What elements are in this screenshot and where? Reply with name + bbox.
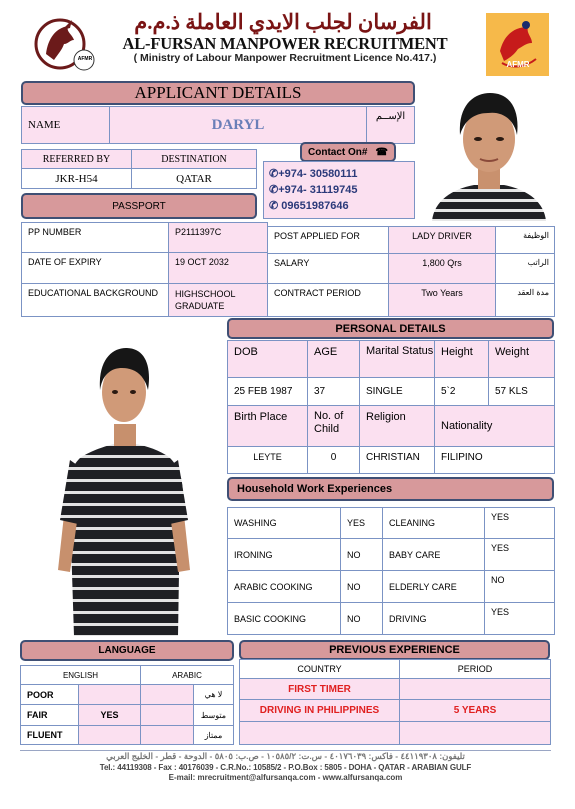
religion-value: CHRISTIAN xyxy=(359,446,435,474)
phone-number-1[interactable]: ✆+974- 30580111 xyxy=(269,168,358,180)
name-label: NAME xyxy=(21,106,110,144)
phone-icon: ☎ xyxy=(375,146,388,158)
salary-value: 1,800 Qrs xyxy=(388,253,496,284)
basic-cooking-label: BASIC COOKING xyxy=(227,602,341,635)
poor-label-arabic: لا هي xyxy=(193,684,234,705)
footer-contact-line: Tel.: 44119308 - Fax : 40176039 - C.R.No.: 10585/2 - P.O.Box : 5805 - DOHA - QATAR - ARABIAN GULF xyxy=(99,763,472,772)
fair-label: FAIR xyxy=(20,704,79,726)
experience-period-2: 5 YEARS xyxy=(399,699,551,722)
arabic-cooking-value: NO xyxy=(340,570,383,603)
applicant-full-body-photo xyxy=(56,340,192,636)
salary-label: SALARY xyxy=(267,253,389,284)
salary-label-arabic: الراتب xyxy=(495,253,555,284)
pp-number-value: P2111397C xyxy=(168,222,268,253)
cleaning-value: YES xyxy=(484,507,555,539)
poor-arabic-value xyxy=(140,684,194,705)
age-value: 37 xyxy=(307,377,360,406)
arabic-cooking-label: ARABIC COOKING xyxy=(227,570,341,603)
passport-title: PASSPORT xyxy=(21,193,257,219)
period-column-header: PERIOD xyxy=(399,659,551,679)
nationality-value: FILIPINO xyxy=(434,446,555,474)
destination-label: DESTINATION xyxy=(131,149,257,169)
experience-period-3 xyxy=(399,721,551,745)
header xyxy=(0,0,575,80)
post-applied-label: POST APPLIED FOR xyxy=(267,226,389,254)
destination-value: QATAR xyxy=(131,168,257,189)
basic-cooking-value: NO xyxy=(340,602,383,635)
fluent-label-arabic: ممتاز xyxy=(193,725,234,745)
experience-country-1: FIRST TIMER xyxy=(239,678,400,700)
phone-list xyxy=(263,161,415,219)
arabic-company-title: الفرسان لجلب الايدي العاملة ذ.م.م xyxy=(134,10,432,34)
dob-label: DOB xyxy=(227,340,308,378)
experience-country-3 xyxy=(239,721,400,745)
applicant-details-title: APPLICANT DETAILS xyxy=(21,81,415,105)
education-label: EDUCATIONAL BACKGROUND xyxy=(21,283,169,317)
english-column-header: ENGLISH xyxy=(20,665,141,685)
driving-label: DRIVING xyxy=(382,602,485,635)
education-value: HIGHSCHOOL GRADUATE xyxy=(168,283,268,317)
children-label: No. of Child xyxy=(307,405,360,447)
experience-period-1 xyxy=(399,678,551,700)
licence-text: ( Ministry of Labour Manpower Recruitment Licence No.417.) xyxy=(133,52,437,64)
referred-by-value: JKR-H54 xyxy=(21,168,132,189)
ironing-value: NO xyxy=(340,538,383,571)
fair-english-value: YES xyxy=(78,704,141,726)
dob-value: 25 FEB 1987 xyxy=(227,377,308,406)
phone-number-2[interactable]: ✆+974- 31119745 xyxy=(269,184,358,196)
company-name: AL-FURSAN MANPOWER RECRUITMENT xyxy=(122,34,448,53)
country-column-header: COUNTRY xyxy=(239,659,400,679)
fair-arabic-value xyxy=(140,704,194,726)
arabic-column-header: ARABIC xyxy=(140,665,234,685)
post-applied-value: LADY DRIVER xyxy=(388,226,496,254)
religion-label: Religion xyxy=(359,405,435,447)
baby-care-label: BABY CARE xyxy=(382,538,485,571)
full-body-image xyxy=(56,340,192,636)
washing-value: YES xyxy=(340,507,383,539)
experience-country-2: DRIVING IN PHILIPPINES xyxy=(239,699,400,722)
referred-by-label: REFERRED BY xyxy=(21,149,132,169)
previous-experience-title: PREVIOUS EXPERIENCE xyxy=(239,640,550,660)
contact-on-text: Contact On# xyxy=(308,146,368,158)
household-title: Household Work Experiences xyxy=(227,477,554,501)
applicant-portrait-photo xyxy=(422,83,555,221)
poor-label: POOR xyxy=(20,684,79,705)
weight-value: 57 KLS xyxy=(488,377,555,406)
logo-right-text: AFMR xyxy=(506,60,530,69)
age-label: AGE xyxy=(307,340,360,378)
washing-label: WASHING xyxy=(227,507,341,539)
marital-status-label: Marital Status xyxy=(359,340,435,378)
company-logo-left xyxy=(32,14,96,74)
contract-period-label: CONTRACT PERIOD xyxy=(267,283,389,317)
ironing-label: IRONING xyxy=(227,538,341,571)
fluent-english-value xyxy=(78,725,141,745)
contract-period-value: Two Years xyxy=(388,283,496,317)
marital-status-value: SINGLE xyxy=(359,377,435,406)
elderly-care-label: ELDERLY CARE xyxy=(382,570,485,603)
logo-left-text: AFMR xyxy=(77,56,93,62)
language-title: LANGUAGE xyxy=(20,640,234,661)
footer-arabic-line: تليفون: ٤٤١١٩٣٠٨ - فاكس: ٤٠١٧٦٠٣٩ - س.ت: ١٠٥٨٥/٢ - ص.ب: ٥٨٠٥ - الدوحة - قطر - الخليج العربي xyxy=(106,751,465,761)
post-applied-label-arabic: الوظيفة xyxy=(495,226,555,254)
children-value: 0 xyxy=(307,446,360,474)
contract-period-label-arabic: مدة العقد xyxy=(495,283,555,317)
poor-english-value xyxy=(78,684,141,705)
date-of-expiry-value: 19 OCT 2032 xyxy=(168,252,268,284)
contact-on-label xyxy=(300,142,396,162)
fair-label-arabic: متوسط xyxy=(193,704,234,726)
footer-email-line[interactable]: E-mail: mrecruitment@alfursanqa.com - www.alfursanqa.com xyxy=(168,773,403,782)
height-value: 5`2 xyxy=(434,377,489,406)
phone-number-3[interactable]: ✆ 09651987646 xyxy=(269,200,349,212)
name-label-arabic: الإســم xyxy=(366,106,415,144)
driving-value: YES xyxy=(484,602,555,635)
fluent-arabic-value xyxy=(140,725,194,745)
company-logo-right xyxy=(486,13,549,76)
fluent-label: FLUENT xyxy=(20,725,79,745)
nationality-label: Nationality xyxy=(434,405,555,447)
height-label: Height xyxy=(434,340,489,378)
horse-logo-icon xyxy=(32,14,96,74)
birth-place-label: Birth Place xyxy=(227,405,308,447)
pp-number-label: PP NUMBER xyxy=(21,222,169,253)
name-value: DARYL xyxy=(109,106,367,144)
cleaning-label: CLEANING xyxy=(382,507,485,539)
portrait-image xyxy=(422,83,555,221)
elderly-care-value: NO xyxy=(484,570,555,603)
date-of-expiry-label: DATE OF EXPIRY xyxy=(21,252,169,284)
weight-label: Weight xyxy=(488,340,555,378)
baby-care-value: YES xyxy=(484,538,555,571)
personal-details-title: PERSONAL DETAILS xyxy=(227,318,554,339)
birth-place-value: LEYTE xyxy=(227,446,308,474)
